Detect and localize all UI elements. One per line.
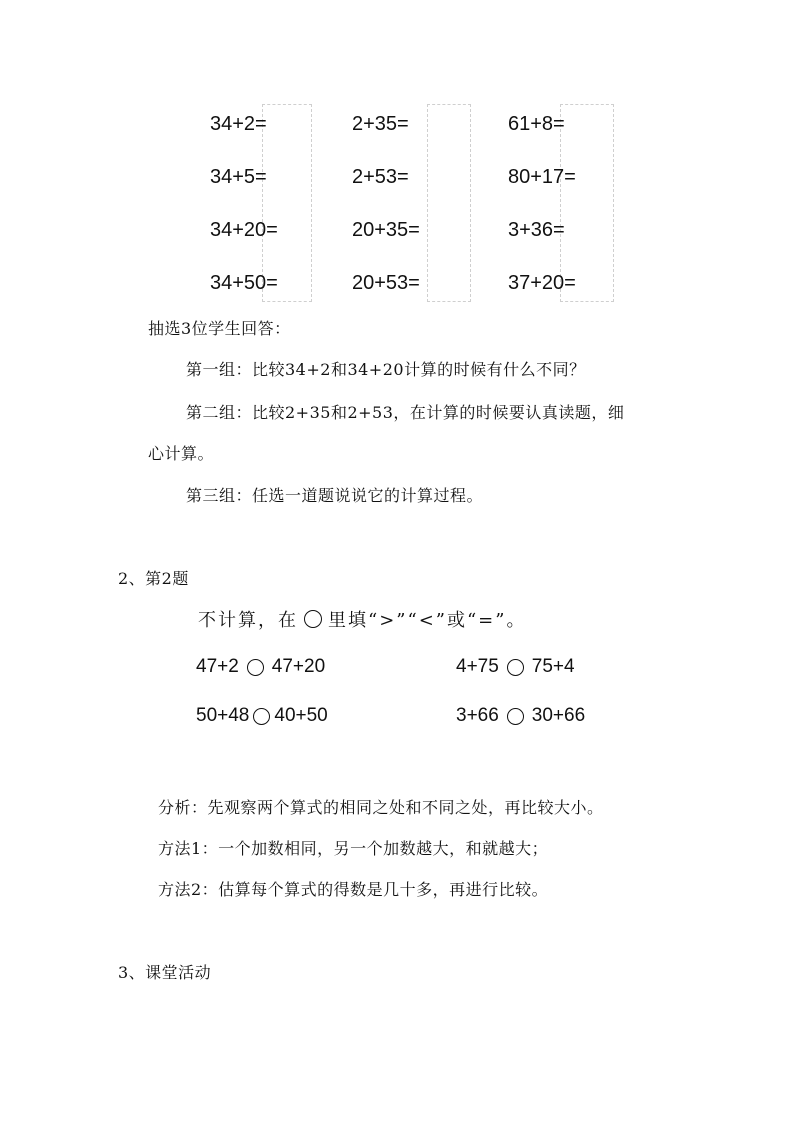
- comparison-left: 3+66: [456, 705, 499, 726]
- circle-icon: [304, 610, 322, 628]
- equation: 2+53=: [352, 166, 409, 188]
- instruction-before: 不计算，在: [198, 610, 298, 631]
- analysis-text: 分析：先观察两个算式的相同之处和不同之处，再比较大小。: [158, 798, 604, 817]
- comparison-right: 47+20: [271, 656, 326, 677]
- comparison-right: 75+4: [531, 656, 575, 677]
- section2-title: 2、第2题: [118, 569, 189, 588]
- comparison-item: [196, 705, 328, 727]
- section3-title: 3、课堂活动: [118, 963, 212, 982]
- equation: 37+20=: [508, 272, 576, 294]
- group2-text-line2: 心计算。: [148, 444, 215, 463]
- comparison-left: 47+2: [196, 656, 239, 677]
- instruction: [198, 606, 526, 632]
- equation: 20+53=: [352, 272, 420, 294]
- equation: 34+5=: [210, 166, 267, 188]
- comparison-item: [456, 705, 585, 727]
- answer-circle-icon[interactable]: [507, 659, 524, 676]
- equation: 61+8=: [508, 113, 565, 135]
- group3-text: 第三组：任选一道题说说它的计算过程。: [186, 486, 484, 505]
- comparison-item: [196, 656, 325, 678]
- answer-circle-icon[interactable]: [253, 708, 270, 725]
- method2-text: 方法2：估算每个算式的得数是几十多，再进行比较。: [158, 880, 549, 899]
- instruction-after: 里填“>”“<”或“=”。: [328, 610, 527, 631]
- intro-text: 抽选3位学生回答：: [148, 319, 291, 338]
- answer-box-col2: [427, 104, 471, 302]
- equation: 20+35=: [352, 219, 420, 241]
- comparison-item: [456, 656, 575, 678]
- comparison-left: 50+48: [196, 705, 250, 726]
- comparison-right: 30+66: [531, 705, 586, 726]
- equation: 34+2=: [210, 113, 267, 135]
- equation: 2+35=: [352, 113, 409, 135]
- comparison-left: 4+75: [456, 656, 499, 677]
- answer-circle-icon[interactable]: [247, 659, 264, 676]
- group2-text-line1: 第二组：比较2+35和2+53，在计算的时候要认真读题，细: [186, 403, 625, 422]
- equation: 34+50=: [210, 272, 278, 294]
- equation: 80+17=: [508, 166, 576, 188]
- group1-text: 第一组：比较34+2和34+20计算的时候有什么不同？: [186, 360, 586, 379]
- answer-circle-icon[interactable]: [507, 708, 524, 725]
- method1-text: 方法1：一个加数相同，另一个加数越大，和就越大；: [158, 839, 549, 858]
- equation: 3+36=: [508, 219, 565, 241]
- comparison-right: 40+50: [274, 705, 328, 726]
- equation: 34+20=: [210, 219, 278, 241]
